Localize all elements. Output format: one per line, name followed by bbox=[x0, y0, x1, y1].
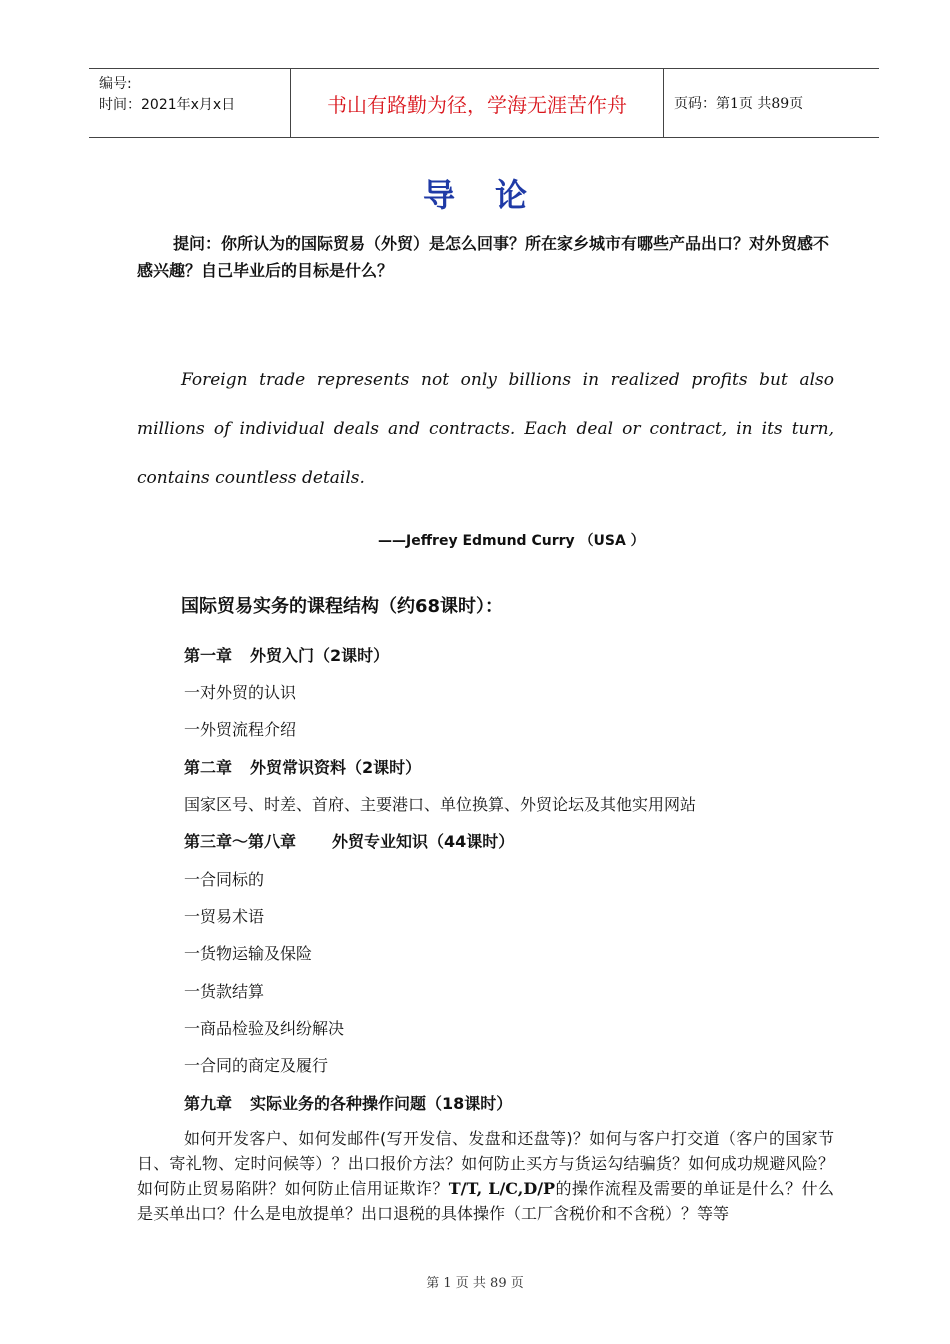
list-item: 一货物运输及保险 bbox=[184, 944, 313, 963]
page-footer: 第 1 页 共 89 页 bbox=[426, 1276, 524, 1291]
quote-text: Foreign trade represents not only billions in realized profits but also millions of individual deals and contracts. Each deal or contract, in its turn, contains countless details. bbox=[137, 370, 834, 488]
list-item: 一合同标的 bbox=[184, 870, 265, 889]
list-item: 一对外贸的认识 bbox=[184, 683, 297, 702]
chapter-label: 第三章～第八章 bbox=[184, 832, 297, 851]
chapter-topic: 外贸专业知识（44课时） bbox=[332, 832, 515, 851]
question-paragraph: 提问：你所认为的国际贸易（外贸）是怎么回事？所在家乡城市有哪些产品出口？对外贸感不感兴趣？自己毕业后的目标是什么？ bbox=[137, 234, 830, 280]
list-item: 一合同的商定及履行 bbox=[184, 1056, 329, 1075]
chapter-9-text-a: 如何开发客户、如何发邮件(写开发信、发盘和还盘等)？如何与客户打交道（客户的国家节日、寄礼物、定时问候等）？出口报价方法？如何防止买方与货运勾结骗货？如何成功规避风险？如何防止贸易陷阱？如何防止信用证欺诈？ bbox=[137, 1129, 834, 1198]
chapter-label: 第二章 bbox=[184, 758, 233, 777]
chapter-topic: 外贸常识资料（2课时） bbox=[250, 758, 422, 777]
chapter-3-8-heading bbox=[184, 829, 514, 852]
chapter-9-text-b: 的操作流程及需要的单证是什么？什么是买单出口？什么是电放提单？出口退税的具体操作（工厂含税价和不含税）？等等 bbox=[137, 1179, 834, 1223]
chapter-1-heading bbox=[184, 643, 389, 666]
course-structure-title: 国际贸易实务的课程结构（约68课时）： bbox=[181, 596, 504, 617]
list-item: 一外贸流程介绍 bbox=[184, 720, 297, 739]
number-label: 编号: bbox=[99, 76, 132, 92]
chapter-label: 第一章 bbox=[184, 646, 233, 665]
chapter-topic: 外贸入门（2课时） bbox=[250, 646, 390, 665]
list-item: 一货款结算 bbox=[184, 982, 265, 1001]
payment-terms: T/T, L/C,D/P bbox=[448, 1179, 556, 1198]
chapter-2-description: 国家区号、时差、首府、主要港口、单位换算、外贸论坛及其他实用网站 bbox=[184, 795, 697, 814]
list-item: 一贸易术语 bbox=[184, 907, 265, 926]
header-motto: 书山有路勤为径，学海无涯苦作舟 bbox=[290, 69, 664, 137]
page-header bbox=[89, 68, 879, 138]
time-label: 时间：2021年x月x日 bbox=[99, 97, 236, 113]
chapter-label: 第九章 bbox=[184, 1094, 233, 1113]
list-item: 一商品检验及纠纷解决 bbox=[184, 1019, 345, 1038]
chapter-2-heading bbox=[184, 755, 421, 778]
quote-author: ——Jeffrey Edmund Curry （USA ） bbox=[378, 533, 645, 549]
chapter-topic: 实际业务的各种操作问题（18课时） bbox=[250, 1094, 513, 1113]
page-title: 导论 bbox=[422, 176, 567, 214]
header-meta bbox=[99, 74, 289, 116]
chapter-9-heading bbox=[184, 1091, 512, 1114]
header-page-info: 页码：第1页 共89页 bbox=[674, 96, 804, 112]
chapter-9-description bbox=[137, 1126, 834, 1226]
